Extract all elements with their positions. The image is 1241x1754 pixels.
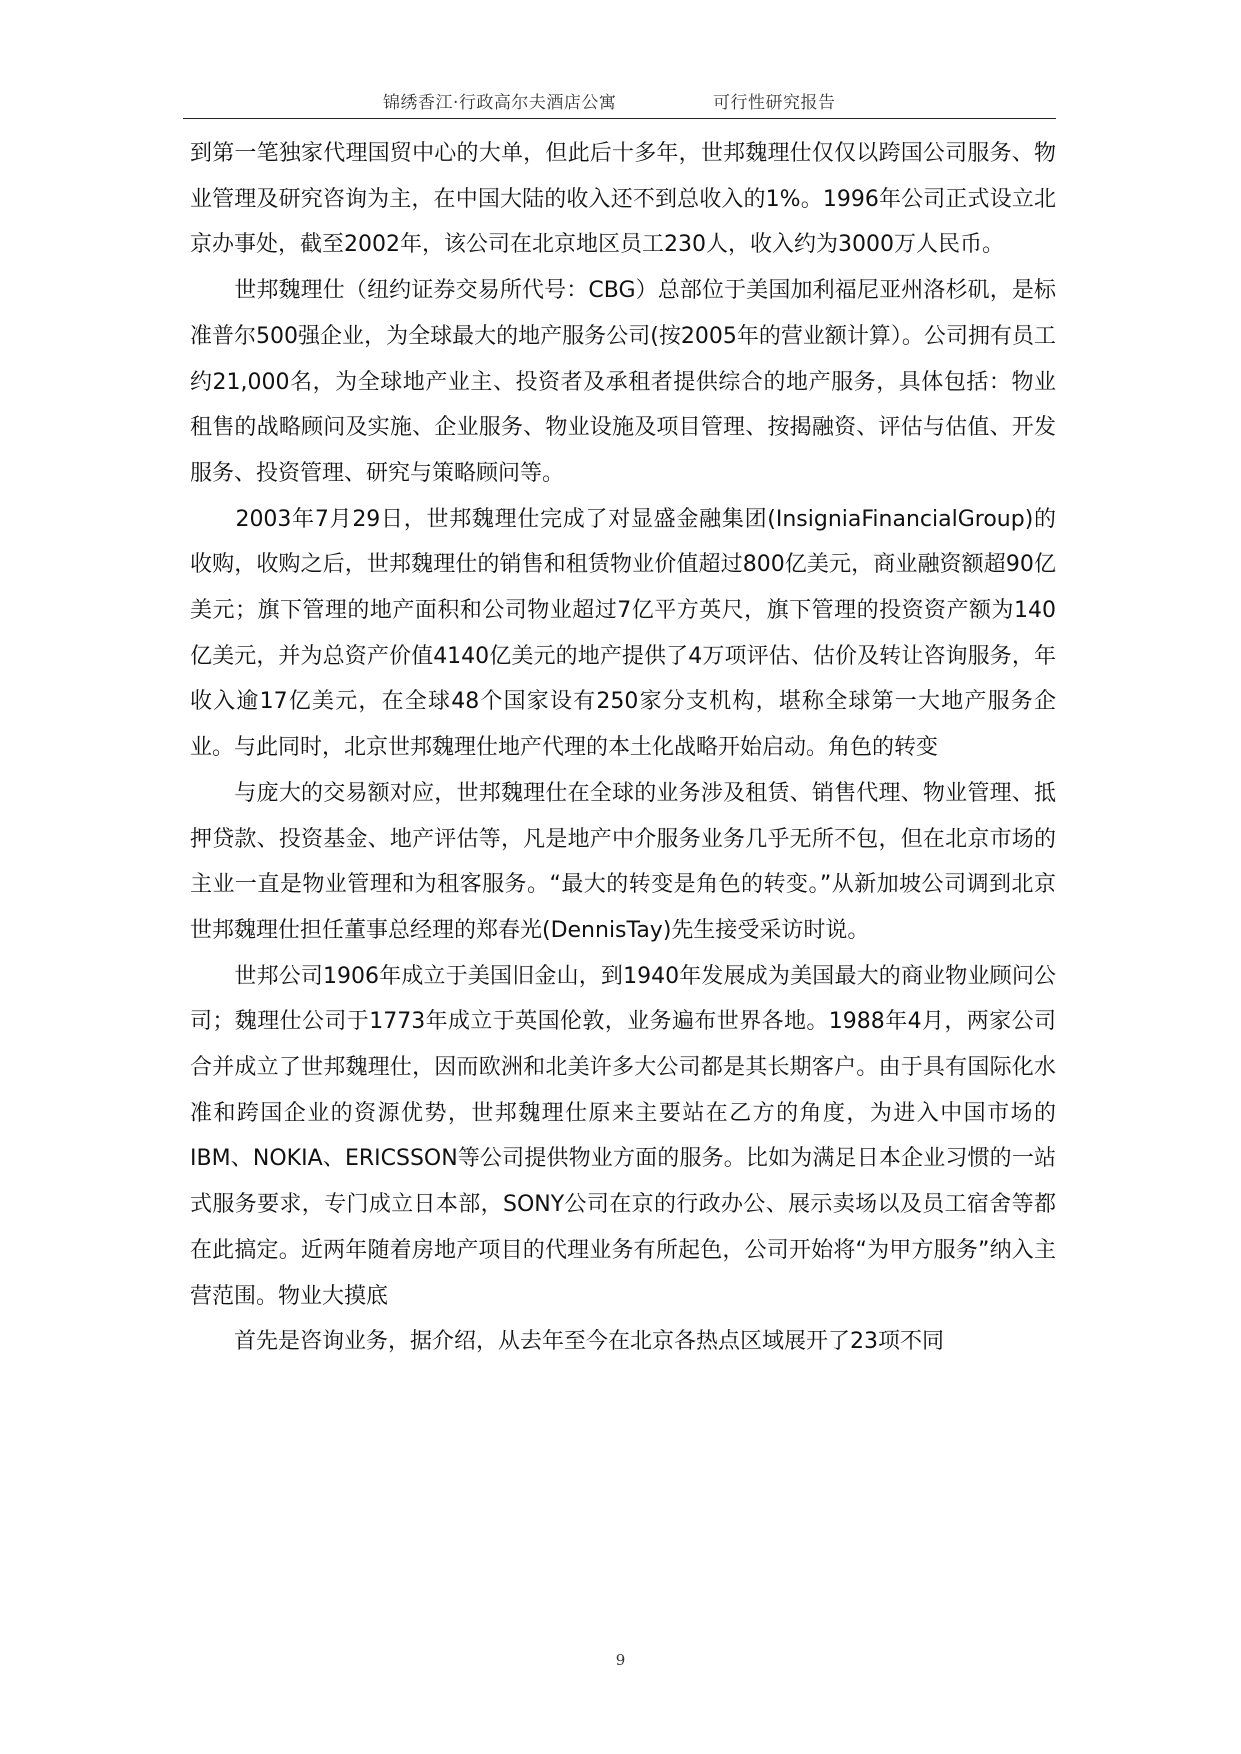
header-title: 锦绣香江·行政高尔夫酒店公寓 [383, 93, 617, 113]
paragraph: 到第一笔独家代理国贸中心的大单，但此后十多年，世邦魏理仕仅仅以跨国公司服务、物业管理及研究咨询为主，在中国大陆的收入还不到总收入的1%。1996年公司正式设立北京办事处，截至2002年，该公司在北京地区员工230人，收入约为3000万人民币。 [190, 141, 1056, 258]
paragraph: 世邦公司1906年成立于美国旧金山，到1940年发展成为美国最大的商业物业顾问公司；魏理仕公司于1773年成立于英国伦敦，业务遍布世界各地。1988年4月，两家公司合并成立了世邦魏理仕，因而欧洲和北美许多大公司都是其长期客户。由于具有国际化水准和跨国企业的资源优势，世邦魏理仕原来主要站在乙方的角度，为进入中国市场的IBM、NOKIA、ERICSSON等公司提供物业方面的服务。比如为满足日本企业习惯的一站式服务要求，专门成立日本部，SONY公司在京的行政办公、展示卖场以及员工宿舍等都在此搞定。近两年随着房地产项目的代理业务有所起色，公司开始将“为甲方服务”纳入主营范围。物业大摸底 [190, 963, 1056, 1309]
page-number: 9 [615, 1651, 626, 1669]
paragraph: 世邦魏理仕（纽约证券交易所代号：CBG）总部位于美国加利福尼亚州洛杉矶，是标准普尔500强企业，为全球最大的地产服务公司(按2005年的营业额计算）。公司拥有员工约21,000名，为全球地产业主、投资者及承租者提供综合的地产服务，具体包括：物业租售的战略顾问及实施、企业服务、物业设施及项目管理、按揭融资、评估与估值、开发服务、投资管理、研究与策略顾问等。 [190, 278, 1056, 486]
paragraph: 首先是咨询业务，据介绍，从去年至今在北京各热点区域展开了23项不同 [190, 1329, 944, 1355]
paragraph: 与庞大的交易额对应，世邦魏理仕在全球的业务涉及租赁、销售代理、物业管理、抵押贷款、投资基金、地产评估等，凡是地产中介服务业务几乎无所不包，但在北京市场的主业一直是物业管理和为租客服务。“最大的转变是角色的转变。”从新加坡公司调到北京世邦魏理仕担任董事总经理的郑春光(DennisTay)先生接受采访时说。 [190, 780, 1056, 943]
header-report-type: 可行性研究报告 [713, 93, 836, 113]
paragraph: 2003年7月29日，世邦魏理仕完成了对显盛金融集团(InsigniaFinancialGroup)的收购，收购之后，世邦魏理仕的销售和租赁物业价值超过800亿美元，商业融资额超90亿美元；旗下管理的地产面积和公司物业超过7亿平方英尺，旗下管理的投资资产额为140亿美元，并为总资产价值4140亿美元的地产提供了4万项评估、估价及转让咨询服务，年收入逾17亿美元，在全球48个国家设有250家分支机构，堪称全球第一大地产服务企业。与此同时，北京世邦魏理仕地产代理的本土化战略开始启动。角色的转变 [190, 506, 1056, 761]
body-text [190, 131, 1056, 1365]
page-header [183, 78, 1056, 119]
